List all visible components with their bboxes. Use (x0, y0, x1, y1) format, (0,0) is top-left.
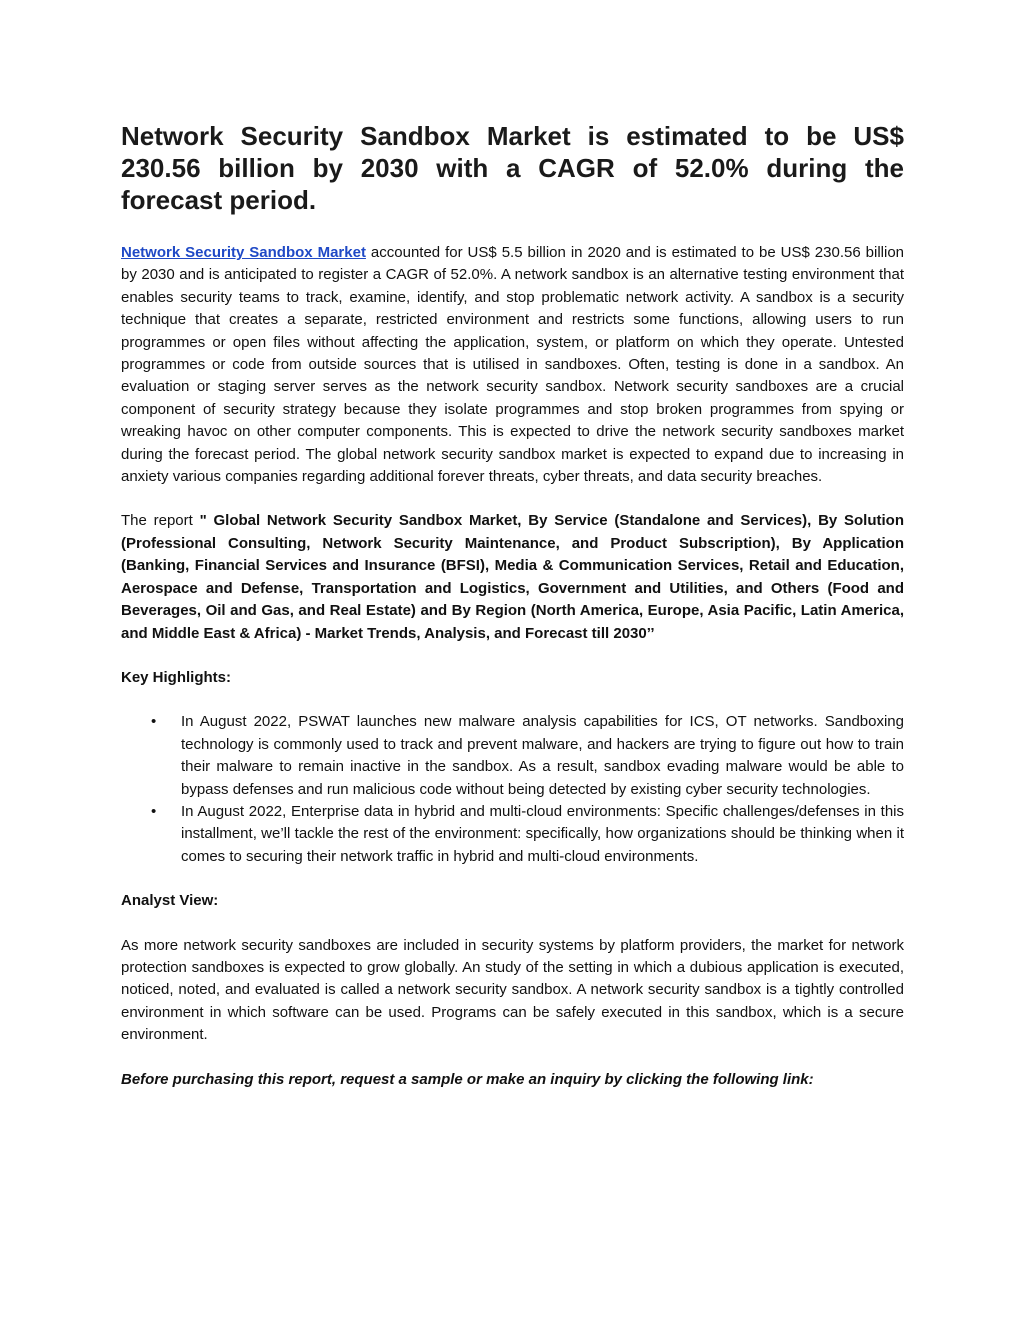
intro-paragraph (121, 242, 904, 488)
key-highlights-list (121, 711, 904, 868)
call-to-action: Before purchasing this report, request a sample or make an inquiry by clicking the following link: (121, 1070, 814, 1088)
document-title: Network Security Sandbox Market is estimated to be US$ 230.56 billion by 2030 with a CAGR of 52.0% during the forecast period. (121, 121, 904, 215)
bullet-icon: • (151, 713, 157, 731)
analyst-view-heading: Analyst View: (121, 892, 219, 910)
key-highlights-heading: Key Highlights: (121, 668, 232, 686)
report-prefix: The report (121, 512, 200, 530)
report-paragraph (121, 510, 904, 644)
market-link[interactable]: Network Security Sandbox Market (121, 244, 366, 261)
analyst-view-paragraph: As more network security sandboxes are included in security systems by platform providers, the market for network protection sandboxes is expected to grow globally. An study of the setting in which a dubious application is executed, noticed, noted, and evaluated is called a network security sandbox. A network security sandbox is a tightly controlled environment in which software can be used. Programs can be safely executed in this sandbox, which is a secure environment. (121, 936, 904, 1044)
list-item-text: In August 2022, Enterprise data in hybrid and multi-cloud environments: Specific challenges/defenses in this installment, we’ll tackle the rest of the environment: specifically, how organizations should be thinking when it comes to securing their network traffic in hybrid and multi-cloud environments. (181, 802, 904, 865)
report-title: " Global Network Security Sandbox Market, By Service (Standalone and Services), By Solution (Professional Consulting, Network Security Maintenance, and Product Subscription), By Application (Banking, Financial Services and Insurance (BFSI), Media & Communication Services, Retail and Education, Aerospace and Defense, Transportation and Logistics, Government and Utilities, and Others (Food and Beverages, Oil and Gas, and Real Estate) and By Region (North America, Europe, Asia Pacific, Latin America, and Middle East & Africa) - Market Trends, Analysis, and Forecast till 2030’’ (121, 512, 904, 642)
list-item (151, 711, 904, 801)
intro-text: accounted for US$ 5.5 billion in 2020 and is estimated to be US$ 230.56 billion by 2030 and is anticipated to register a CAGR of 52.0%. A network sandbox is an alternative testing environment that enables security teams to track, examine, identify, and stop problematic network activity. A sandbox is a security technique that creates a separate, restricted environment and restricts some functions, allowing users to run programmes or open files without affecting the application, system, or platform on which they operate. Untested programmes or code from outside sources that is utilised in sandboxes. Often, testing is done in a sandbox. An evaluation or staging server serves as the network security sandbox. Network security sandboxes are a crucial component of security strategy because they isolate programmes and stop broken programmes from spying or wreaking havoc on other computer components. This is expected to drive the network security sandboxes market during the forecast period. The global network security sandbox market is expected to expand due to increasing in anxiety various companies regarding additional forever threats, cyber threats, and data security breaches. (121, 244, 904, 486)
document-content (121, 120, 904, 1091)
list-item (151, 801, 904, 868)
bullet-icon: • (151, 802, 157, 820)
list-item-text: In August 2022, PSWAT launches new malware analysis capabilities for ICS, OT networks. Sandboxing technology is commonly used to track and prevent malware, and hackers are trying to figure out how to train their malware to remain inactive in the sandbox. As a result, sandbox evading malware would be able to bypass defenses and run malicious code without being detected by existing cyber security technologies. (181, 713, 904, 798)
